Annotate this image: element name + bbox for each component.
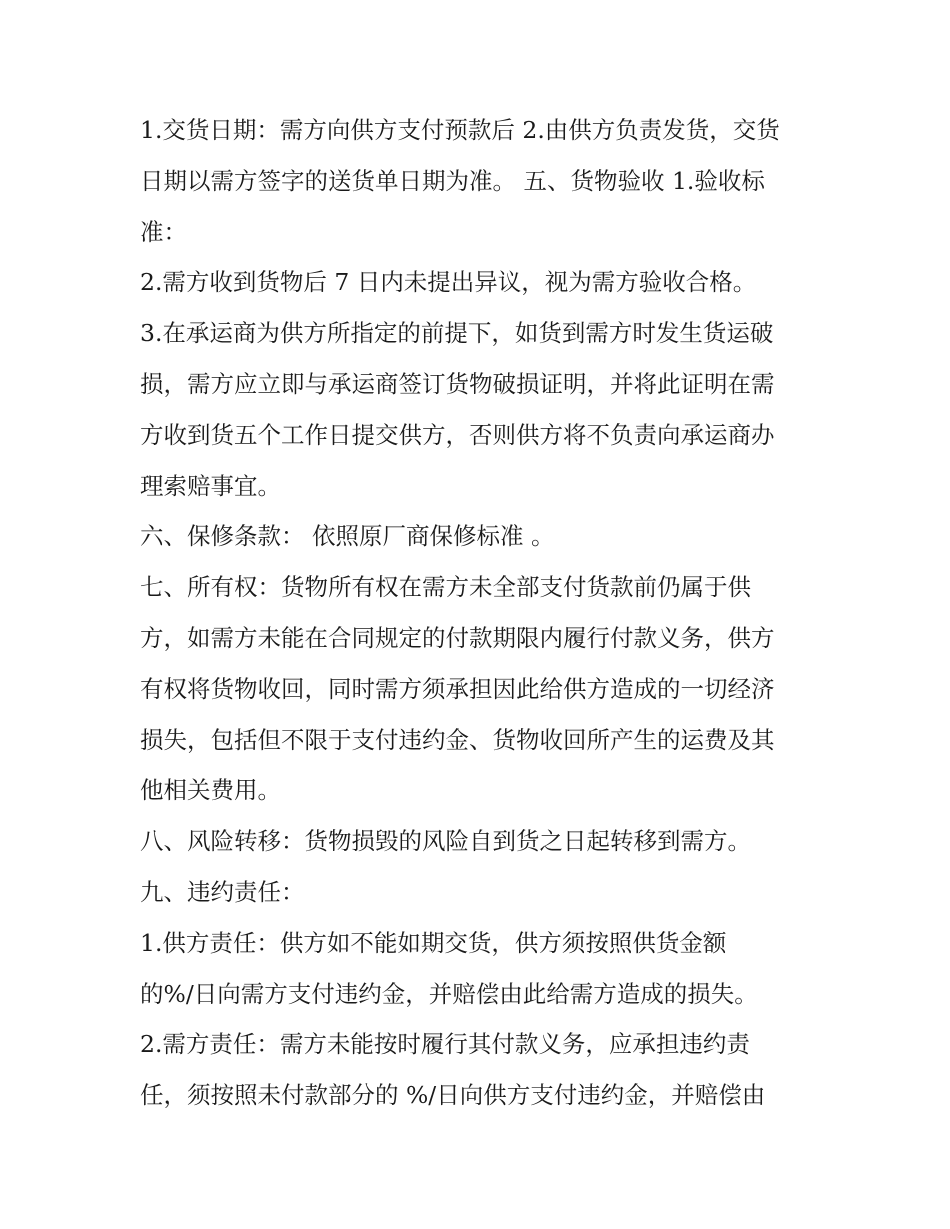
text-line: 八、风险转移：货物损毁的风险自到货之日起转移到需方。 [140, 827, 751, 856]
text-line: 六、保修条款： 依照原厂商保修标准 。 [140, 522, 555, 551]
text-line: 九、违约责任： [140, 877, 305, 906]
text-line: 方收到货五个工作日提交供方，否则供方将不负责向承运商办 [140, 420, 775, 449]
text-line: 准： [140, 217, 187, 246]
text-line: 1.交货日期：需方向供方支付预款后 2.由供方负责发货，交货 [140, 116, 780, 144]
text-line: 七、所有权：货物所有权在需方未全部支付货款前仍属于供 [140, 573, 751, 602]
text-line: 1.供方责任：供方如不能如期交货，供方须按照供货金额 [140, 928, 727, 957]
text-line: 有权将货物收回，同时需方须承担因此给供方造成的一切经济 [140, 674, 775, 703]
text-line: 的%/日向需方支付违约金，并赔偿由此给需方造成的损失。 [140, 979, 758, 1008]
text-line: 方，如需方未能在合同规定的付款期限内履行付款义务，供方 [140, 623, 775, 652]
text-line: 2.需方责任：需方未能按时履行其付款义务，应承担违约责 [140, 1030, 750, 1059]
text-line: 损失，包括但不限于支付违约金、货物收回所产生的运费及其 [140, 725, 775, 754]
text-line: 2.需方收到货物后 7 日内未提出异议，视为需方验收合格。 [140, 268, 757, 297]
text-line: 任，须按照未付款部分的 %/日向供方支付违约金，并赔偿由 [140, 1081, 766, 1110]
text-line: 日期以需方签字的送货单日期为准。 五、货物验收 1.验收标 [140, 166, 765, 195]
text-line: 损，需方应立即与承运商签订货物破损证明，并将此证明在需 [140, 369, 775, 398]
text-line: 3.在承运商为供方所指定的前提下，如货到需方时发生货运破 [140, 319, 774, 348]
text-line: 他相关费用。 [140, 776, 281, 805]
text-line: 理索赔事宜。 [140, 471, 281, 500]
document-body [140, 105, 820, 1121]
